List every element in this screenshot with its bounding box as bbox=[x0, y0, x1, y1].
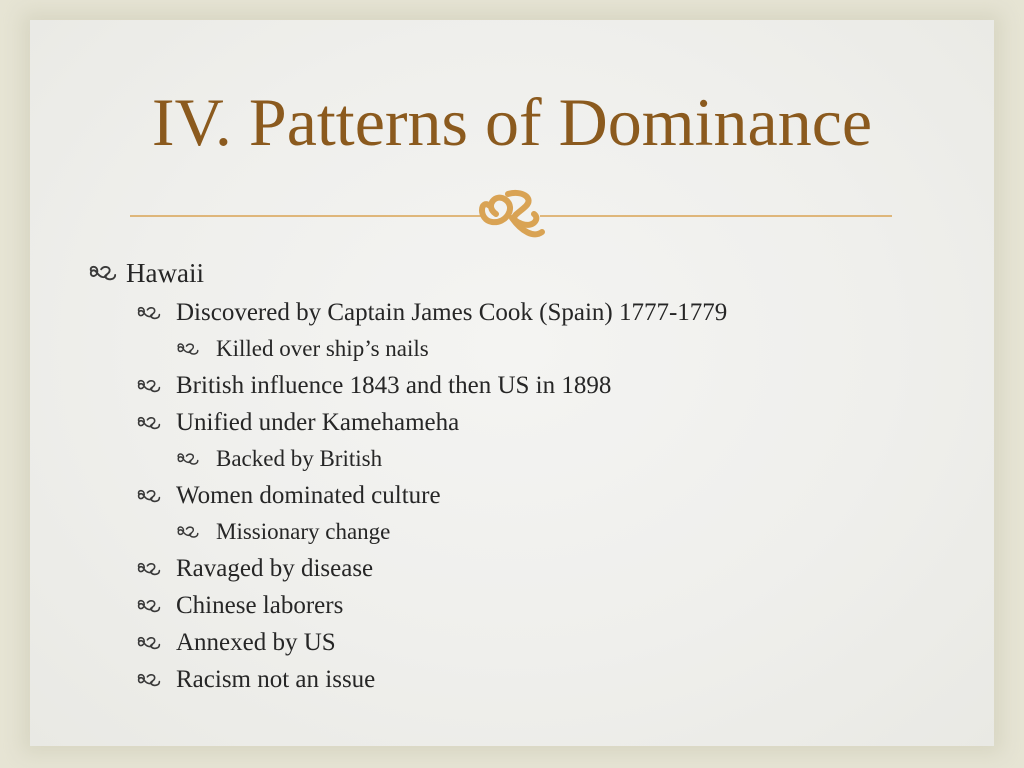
bullet-text: Annexed by US bbox=[176, 629, 336, 656]
bullet-item bbox=[88, 550, 988, 587]
swirl-bullet-icon bbox=[136, 598, 162, 614]
swirl-bullet-icon bbox=[176, 525, 200, 540]
bullet-item bbox=[88, 661, 988, 698]
bullet-item bbox=[88, 404, 988, 441]
bullet-text: Discovered by Captain James Cook (Spain) 1777-1779 bbox=[176, 299, 728, 326]
swirl-bullet-icon bbox=[136, 635, 162, 651]
bullet-item bbox=[88, 441, 988, 477]
bullet-text: Hawaii bbox=[126, 258, 204, 288]
swirl-ornament-icon bbox=[482, 193, 542, 234]
swirl-bullet-icon bbox=[176, 452, 200, 467]
swirl-bullet-icon bbox=[136, 415, 162, 431]
bullet-text: Killed over ship’s nails bbox=[216, 336, 429, 361]
bullet-list bbox=[88, 252, 988, 698]
bullet-item bbox=[88, 477, 988, 514]
bullet-text: Backed by British bbox=[216, 446, 383, 471]
bullet-item bbox=[88, 294, 988, 331]
swirl-bullet-icon bbox=[136, 672, 162, 688]
bullet-item bbox=[88, 367, 988, 404]
bullet-text: Women dominated culture bbox=[176, 482, 441, 509]
title-divider bbox=[130, 188, 892, 248]
swirl-bullet-icon bbox=[136, 561, 162, 577]
bullet-text: Ravaged by disease bbox=[176, 555, 374, 582]
swirl-bullet-icon bbox=[136, 488, 162, 504]
bullet-item bbox=[88, 514, 988, 550]
swirl-bullet-icon bbox=[136, 378, 162, 394]
bullet-text: Unified under Kamehameha bbox=[176, 409, 460, 436]
slide-title: IV. Patterns of Dominance bbox=[151, 84, 873, 160]
swirl-bullet-icon bbox=[88, 264, 118, 283]
bullet-item bbox=[88, 331, 988, 367]
swirl-bullet-icon bbox=[136, 305, 162, 321]
bullet-text: British influence 1843 and then US in 1898 bbox=[176, 372, 612, 399]
bullet-text: Missionary change bbox=[216, 519, 391, 544]
bullet-item bbox=[88, 252, 988, 294]
bullet-item bbox=[88, 587, 988, 624]
bullet-item bbox=[88, 624, 988, 661]
bullet-text: Chinese laborers bbox=[176, 592, 344, 619]
swirl-bullet-icon bbox=[176, 342, 200, 357]
bullet-text: Racism not an issue bbox=[176, 666, 376, 693]
